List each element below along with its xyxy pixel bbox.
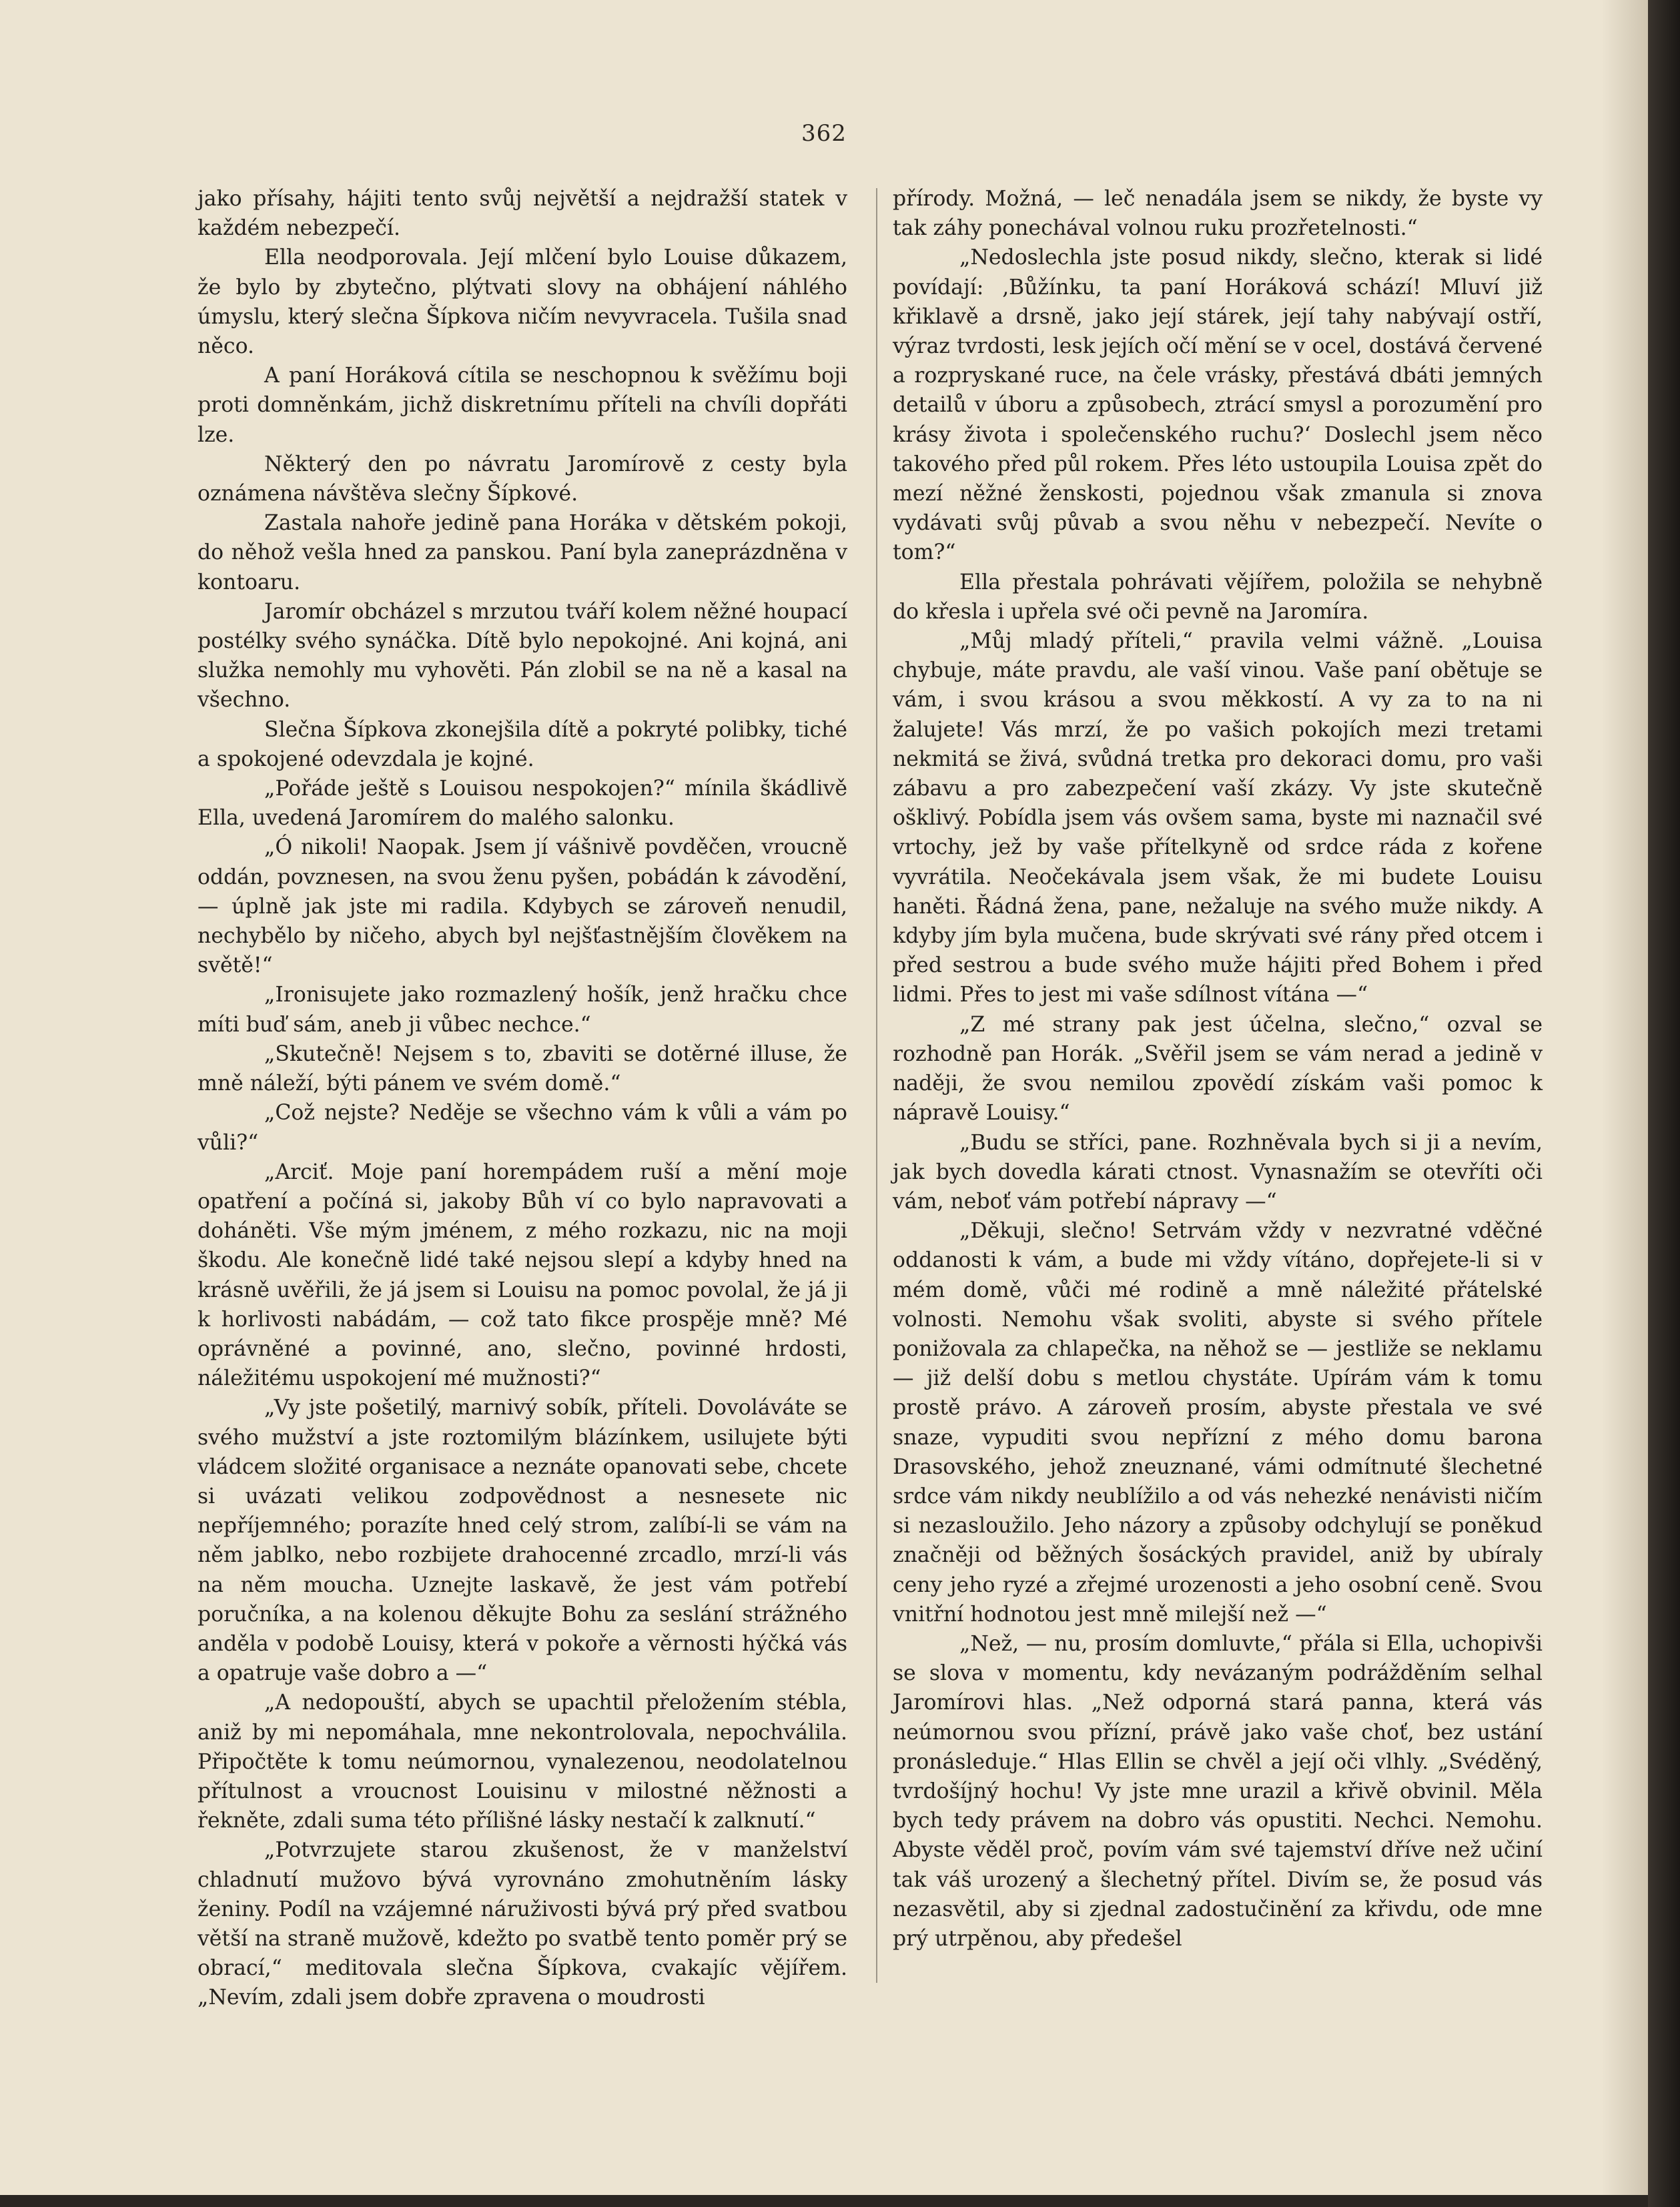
- paragraph: Slečna Šípkova zkonejšila dítě a pokryté polibky, tiché a spokojené odevzdala je kojné.: [197, 717, 847, 771]
- paragraph: „Arciť. Moje paní horempádem ruší a mění moje opatření a počíná si, jakoby Bůh ví co bylo napravovati a doháněti. Vše mým jménem, z mého rozkazu, nic na moji škodu. Ale konečně lidé také nejsou slepí a kdyby hned na krásně uvěřili, že já jsem si Louisu na pomoc povolal, že já ji k horlivosti nabádám, — což tato fikce prospěje mně? Mé oprávněné a povinné, ano, slečno, povinné hrdosti, náležitému uspokojení mé mužnosti?“: [197, 1160, 847, 1391]
- paragraph: Ella neodporovala. Její mlčení bylo Louise důkazem, že bylo by zbytečno, plýtvati slovy na obhájení náhlého úmyslu, který slečna Šípkova ničím nevyvracela. Tušila snad něco.: [197, 246, 847, 359]
- paragraph: „Pořáde ještě s Louisou nespokojen?“ mínila škádlivě Ella, uvedená Jaromírem do malého salonku.: [197, 777, 847, 831]
- paragraph: „Vy jste pošetilý, marnivý sobík, příteli. Dovoláváte se svého mužství a jste roztomilým blázínkem, usilujete býti vládcem složité organisace a neznáte opanovati sebe, chcete si uvázati velikou zodpovědnost a nesnesete nic nepříjemného; porazíte hned celý strom, zalíbí-li se vám na něm jablko, nebo rozbijete drahocenné zrcadlo, mrzí-li vás na něm moucha. Uznejte laskavě, že jest vám potřebí poručníka, a na kolenou děkujte Bohu za seslání strážného anděla v podobě Louisy, která v pokoře a věrnosti hýčká vás a opatruje vaše dobro a —“: [197, 1396, 847, 1686]
- paragraph: Jaromír obcházel s mrzutou tváří kolem něžné houpací postélky svého synáčka. Dítě bylo nepokojné. Ani kojná, ani služka nemohly mu vyhověti. Pán zlobil se na ně a kasal na všechno.: [197, 599, 847, 713]
- paragraph: „Budu se stříci, pane. Rozhněvala bych si ji a nevím, jak bych dovedla kárati ctnost. Vynasnažím se otevříti oči vám, neboť vám potřebí nápravy —“: [893, 1130, 1543, 1214]
- paragraph: A paní Horáková cítila se neschopnou k svěžímu boji proti domněnkám, jichž diskretnímu příteli na chvíli dopřáti lze.: [197, 364, 847, 447]
- left-text-column: [197, 184, 847, 2013]
- paragraph: „A nedopouští, abych se upachtil přeložením stébla, aniž by mi nepomáhala, mne nekontrolovala, nepochválila. Připočtěte k tomu neúmornou, vynalezenou, neodolatelnou přítulnost a vroucnost Louisinu v milostné něžnosti a řekněte, zdali suma této přílišné lásky nestačí k zalknutí.“: [197, 1691, 847, 1833]
- paragraph: „Potvrzujete starou zkušenost, že v manželství chladnutí mužovo bývá vyrovnáno zmohutněním lásky ženiny. Podíl na vzájemné náruživosti bývá prý před svatbou větší na straně mužově, kdežto po svatbě tento poměr prý se obrací,“ meditovala slečna Šípkova, cvakajíc vějířem. „Nevím, zdali jsem dobře zpravena o moudrosti: [197, 1838, 847, 2010]
- paragraph: „Což nejste? Neděje se všechno vám k vůli a vám po vůli?“: [197, 1101, 847, 1155]
- right-text-column: [893, 184, 1543, 1953]
- paragraph: Zastala nahoře jedině pana Horáka v dětském pokoji, do něhož vešla hned za panskou. Paní byla zaneprázdněna v kontoaru.: [197, 511, 847, 594]
- paragraph: jako přísahy, hájiti tento svůj největší a nejdražší statek v každém nebezpečí.: [197, 187, 847, 241]
- paragraph: přírody. Možná, — leč nenadála jsem se nikdy, že byste vy tak záhy ponechával volnou ruku prozřetelnosti.“: [893, 187, 1543, 241]
- paragraph: „Než, — nu, prosím domluvte,“ přála si Ella, uchopivši se slova v momentu, kdy nevázaným podrážděním selhal Jaromírovi hlas. „Než odporná stará panna, která vás neúmornou svou přízní, právě jako vaše choť, bez ustání pronásleduje.“ Hlas Ellin se chvěl a její oči vlhly. „Svéděný, tvrdošíjný hochu! Vy jste mne urazil a křivě obvinil. Měla bych tedy právem na dobro vás opustiti. Nechci. Nemohu. Abyste věděl proč, povím vám své tajemství dříve než učiní tak váš urozený a šlechetný přítel. Divím se, že posud vás nezasvětil, aby si zjednal zadostučinění za křivdu, ode mne prý utrpěnou, aby předešel: [893, 1631, 1543, 1951]
- paragraph: „Z mé strany pak jest účelna, slečno,“ ozval se rozhodně pan Horák. „Svěřil jsem se vám nerad a jedině v naději, že svou nemilou zpovědí získám vaši pomoc k nápravě Louisy.“: [893, 1012, 1543, 1126]
- page-edge-shadow: [1601, 0, 1648, 2195]
- paragraph: „Ó nikoli! Naopak. Jsem jí vášnivě povděčen, vroucně oddán, povznesen, na svou ženu pyšen, pobádán k závodění, — úplně jak jste mi radila. Kdybych se zároveň nenudil, nechybělo by ničeho, abych byl nejšťastnějším člověkem na světě!“: [197, 835, 847, 978]
- paragraph: „Můj mladý příteli,“ pravila velmi vážně. „Louisa chybuje, máte pravdu, ale vaší vinou. Vaše paní obětuje se vám, i svou krásou a svou měkkostí. A vy za to na ni žalujete! Vás mrzí, že po vašich pokojích mezi tretami nekmitá se živá, svůdná tretka pro dekoraci domu, pro vaši zábavu a pro zabezpečení vaší zkázy. Vy jste skutečně ošklivý. Pobídla jsem vás ovšem sama, byste mi naznačil své vrtochy, jež by vaše přítelkyně od srdce ráda z kořene vyvrátila. Neočekávala jsem však, že mi budete Louisu haněti. Řádná žena, pane, nežaluje na svého muže nikdy. A kdyby jím byla mučena, bude skrývati své rány před otcem i před sestrou a bude svého muže hájiti před Bohem i před lidmi. Přes to jest mi vaše sdílnost vítána —“: [893, 629, 1543, 1007]
- paragraph: „Skutečně! Nejsem s to, zbaviti se dotěrné illuse, že mně náleží, býti pánem ve svém domě.“: [197, 1041, 847, 1096]
- paragraph: „Nedoslechla jste posud nikdy, slečno, kterak si lidé povídají: ‚Bůžínku, ta paní Horáková schází! Mluví již křiklavě a drsně, jako její stárek, její tahy nabývají ostří, výraz tvrdosti, lesk jejích očí mění se v ocel, dostává červené a rozpryskané ruce, na čele vrásky, přestává dbáti jemných detailů v úboru a způsobech, ztrácí smysl a porozumění pro krásy života i společenského ruchu?‘ Doslechl jsem něco takového před půl rokem. Přes léto ustoupila Louisa zpět do mezí něžné ženskosti, pojednou však zmanula si znova vydávati svůj půvab a svou něhu v nebezpečí. Nevíte o tom?“: [893, 246, 1543, 565]
- paragraph: „Ironisujete jako rozmazlený hošík, jenž hračku chce míti buď sám, aneb ji vůbec nechce.“: [197, 983, 847, 1037]
- paragraph: Některý den po návratu Jaromírově z cesty byla oznámena návštěva slečny Šípkové.: [197, 452, 847, 506]
- book-binding-edge: [1648, 0, 1680, 2207]
- page-number: 362: [801, 120, 847, 147]
- column-divider: [876, 188, 877, 1983]
- paragraph: „Děkuji, slečno! Setrvám vždy v nezvratné vděčné oddanosti k vám, a bude mi vždy vítáno, dopřejete-li si v mém domě, vůči mé rodině a mně náležité přátelské volnosti. Nemohu však svoliti, abyste si svého přítele ponižovala za chlapečka, na něhož se — jestliže se neklamu — již delší dobu s metlou chystáte. Upírám vám k tomu prostě právo. A zároveň prosím, abyste přestala ve své snaze, vypuditi svou nepřízní z mého domu barona Drasovského, jehož zneuznané, vámi odmítnuté šlechetné srdce vám nikdy neublížilo a od vás nehezké nenávisti ničím si nezasloužilo. Jeho názory a způsoby odchylují se poněkud značněji od běžných šosáckých pravidel, aniž by ubíraly ceny jeho ryzé a zřejmé urozenosti a jeho osobní ceně. Svou vnitřní hodnotou jest mně milejší než —“: [893, 1219, 1543, 1627]
- paragraph: Ella přestala pohrávati vějířem, položila se nehybně do křesla i upřela své oči pevně na Jaromíra.: [893, 570, 1543, 624]
